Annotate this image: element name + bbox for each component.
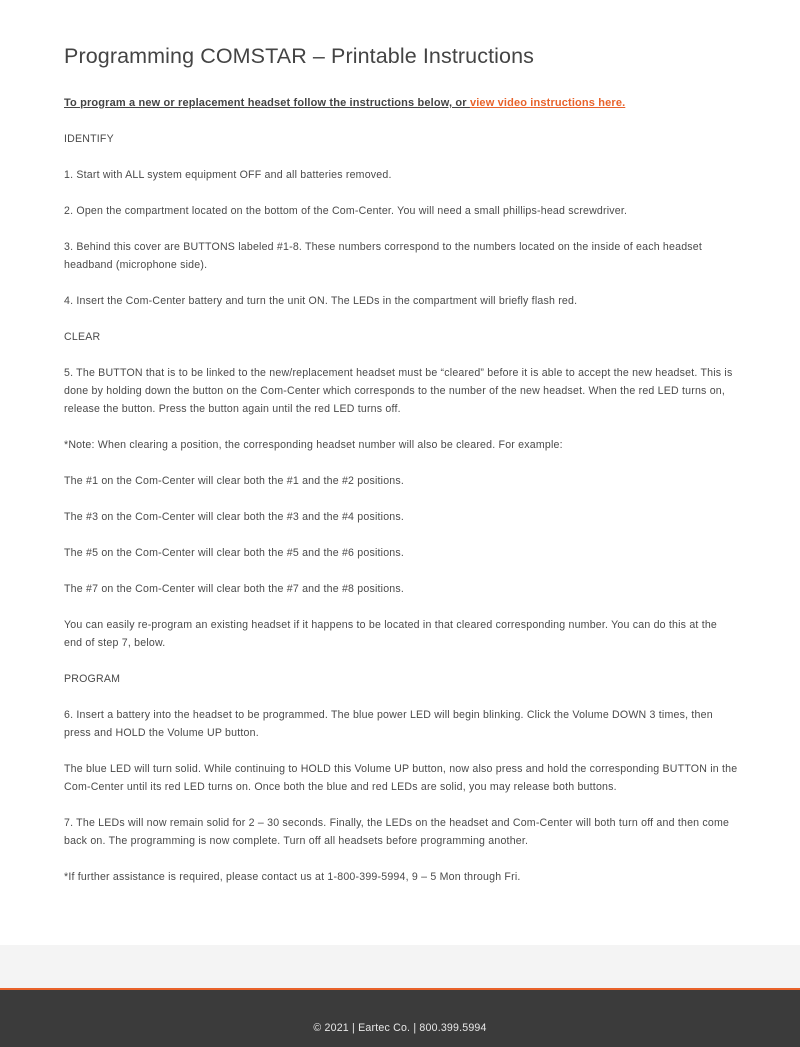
clear-example-7: The #7 on the Com-Center will clear both the #7 and the #8 positions. bbox=[64, 583, 405, 595]
page-title: Programming COMSTAR – Printable Instructions bbox=[64, 44, 534, 68]
footer-copyright: © 2021 | Eartec Co. | 800.399.5994 bbox=[313, 1022, 487, 1034]
clear-note: *Note: When clearing a position, the corresponding headset number will also be cleared. For example: bbox=[64, 439, 563, 451]
footer bbox=[0, 988, 800, 1047]
clear-example-5: The #5 on the Com-Center will clear both the #5 and the #6 positions. bbox=[64, 547, 405, 559]
step-5: 5. The BUTTON that is to be linked to the new/replacement headset must be “cleared” before it is able to accept the new headset. This is done by holding down the button on the Com-Center which corresponds to the number of the new headset. When the red LED turns on, release the button. Press the button again until the red LED turns off. bbox=[64, 367, 733, 415]
section-heading-identify: IDENTIFY bbox=[64, 133, 114, 145]
step-2: 2. Open the compartment located on the bottom of the Com-Center. You will need a small phillips-head screwdriver. bbox=[64, 205, 628, 217]
step-4: 4. Insert the Com-Center battery and turn the unit ON. The LEDs in the compartment will briefly flash red. bbox=[64, 295, 578, 307]
step-7: 7. The LEDs will now remain solid for 2 – 30 seconds. Finally, the LEDs on the headset and Com-Center will both turn off and then come back on. The programming is now complete. Turn off all headsets before programming another. bbox=[64, 817, 730, 847]
section-heading-clear: CLEAR bbox=[64, 331, 101, 343]
clear-example-3: The #3 on the Com-Center will clear both the #3 and the #4 positions. bbox=[64, 511, 405, 523]
assistance-note: *If further assistance is required, please contact us at 1-800-399-5994, 9 – 5 Mon through Fri. bbox=[64, 871, 521, 883]
section-heading-program: PROGRAM bbox=[64, 673, 121, 685]
intro-text: To program a new or replacement headset follow the instructions below, or bbox=[64, 97, 470, 109]
clear-example-1: The #1 on the Com-Center will clear both the #1 and the #2 positions. bbox=[64, 475, 405, 487]
intro-line bbox=[64, 94, 738, 112]
step-1: 1. Start with ALL system equipment OFF and all batteries removed. bbox=[64, 169, 392, 181]
reprogram-note: You can easily re-program an existing headset if it happens to be located in that cleared corresponding number. You can do this at the end of step 7, below. bbox=[64, 619, 718, 649]
step-3: 3. Behind this cover are BUTTONS labeled #1-8. These numbers correspond to the numbers located on the inside of each headset headband (microphone side). bbox=[64, 241, 703, 271]
video-instructions-link[interactable]: view video instructions here. bbox=[469, 97, 626, 109]
step-6: 6. Insert a battery into the headset to be programmed. The blue power LED will begin blinking. Click the Volume DOWN 3 times, then press and HOLD the Volume UP button. bbox=[64, 709, 713, 739]
pre-footer-band bbox=[0, 945, 800, 988]
main-content bbox=[64, 40, 738, 886]
step-6-continued: The blue LED will turn solid. While continuing to HOLD this Volume UP button, now also press and hold the corresponding BUTTON in the Com-Center until its red LED turns on. Once both the blue and red LEDs are solid, you may release both buttons. bbox=[64, 763, 738, 793]
